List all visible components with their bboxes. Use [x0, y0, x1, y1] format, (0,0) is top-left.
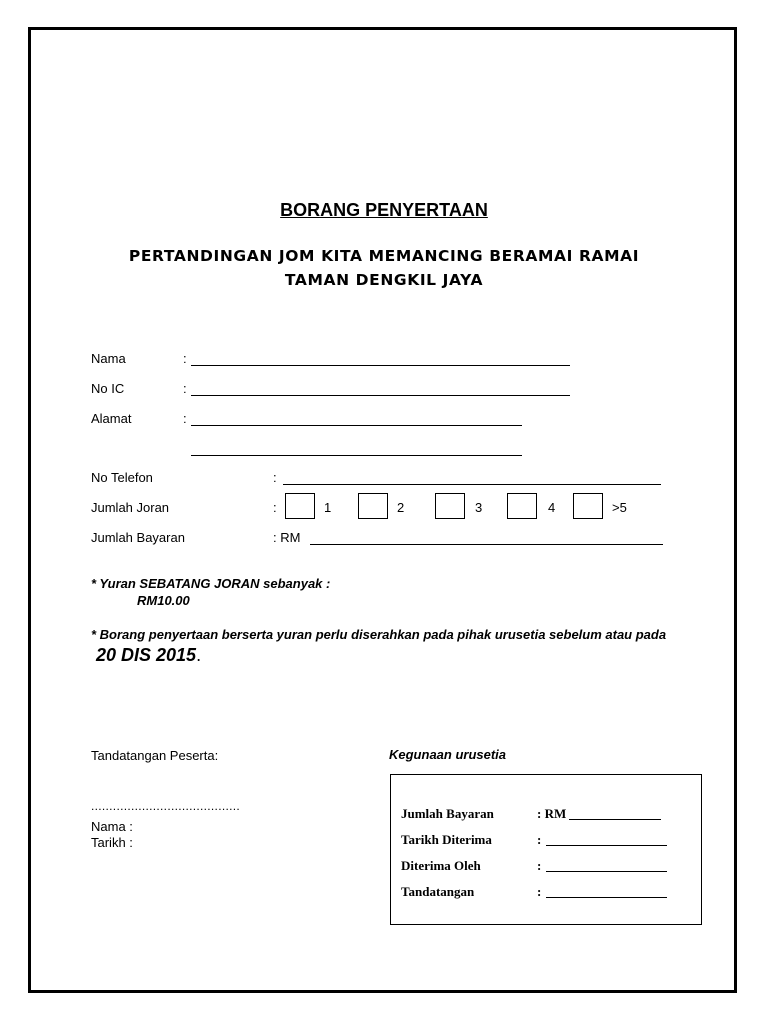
office-row-tarikh-label: Tarikh Diterima [401, 832, 492, 847]
borang-date: 20 DIS 2015 [96, 645, 197, 665]
office-tandatangan-field[interactable] [546, 897, 667, 898]
borang-date-period: . [196, 645, 202, 665]
yuran-note: * Yuran SEBATANG JORAN sebanyak : [91, 576, 331, 591]
no-telefon-colon: : [273, 470, 277, 485]
jumlah-joran-colon: : [273, 500, 277, 515]
office-diterima-oleh-field[interactable] [546, 871, 667, 872]
joran-checkbox-1[interactable] [285, 493, 315, 519]
form-title: BORANG PENYERTAAN [280, 200, 488, 220]
no-telefon-label: No Telefon [91, 470, 153, 485]
jumlah-bayaran-field[interactable] [310, 544, 663, 545]
joran-option-3: 3 [475, 500, 483, 515]
office-row-tandatangan-colon: : [537, 884, 542, 899]
no-ic-colon: : [183, 381, 187, 396]
office-row-jumlah-bayaran-label: Jumlah Bayaran [401, 806, 494, 821]
nama-field[interactable] [191, 365, 570, 366]
office-row-diterima-oleh-label: Diterima Oleh [401, 858, 481, 873]
office-row-jumlah-bayaran-colon: : RM [537, 806, 567, 821]
nama-colon: : [183, 351, 187, 366]
borang-note: * Borang penyertaan berserta yuran perlu diserahkan pada pihak urusetia sebelum atau pada [91, 627, 667, 642]
form-subtitle-line1: PERTANDINGAN JOM KITA MEMANCING BERAMAI RAMAI [128, 247, 640, 265]
borang-deadline [96, 645, 201, 666]
office-tarikh-field[interactable] [546, 845, 667, 846]
joran-checkbox-4[interactable] [507, 493, 537, 519]
yuran-amount: RM10.00 [137, 593, 190, 608]
joran-checkbox-2[interactable] [358, 493, 388, 519]
office-row-tandatangan-label: Tandatangan [401, 884, 475, 899]
joran-checkbox-3[interactable] [435, 493, 465, 519]
form-subtitle-line2: TAMAN DENGKIL JAYA [284, 271, 484, 289]
office-row-tarikh-colon: : [537, 832, 542, 847]
no-ic-label: No IC [91, 381, 125, 396]
office-use-box [390, 774, 702, 925]
signature-tarikh: Tarikh : [91, 835, 133, 850]
joran-option-4: 4 [548, 500, 556, 515]
office-jumlah-bayaran-field[interactable] [569, 819, 661, 820]
joran-option-5plus: >5 [612, 500, 627, 515]
signature-label: Tandatangan Peserta: [91, 748, 219, 763]
joran-checkbox-5plus[interactable] [573, 493, 603, 519]
jumlah-bayaran-prefix: : RM [273, 530, 301, 545]
signature-nama: Nama : [91, 819, 133, 834]
no-ic-field[interactable] [191, 395, 570, 396]
alamat-colon: : [183, 411, 187, 426]
office-row-diterima-oleh-colon: : [537, 858, 542, 873]
jumlah-joran-label: Jumlah Joran [91, 500, 170, 515]
joran-option-1: 1 [324, 500, 332, 515]
alamat-label: Alamat [91, 411, 132, 426]
joran-option-2: 2 [397, 500, 405, 515]
alamat-field-line1[interactable] [191, 425, 522, 426]
office-heading: Kegunaan urusetia [389, 747, 507, 762]
alamat-field-line2[interactable] [191, 455, 522, 456]
signature-line[interactable]: ......................................... [91, 799, 240, 813]
nama-label: Nama [91, 351, 126, 366]
jumlah-bayaran-label: Jumlah Bayaran [91, 530, 185, 545]
no-telefon-field[interactable] [283, 484, 661, 485]
